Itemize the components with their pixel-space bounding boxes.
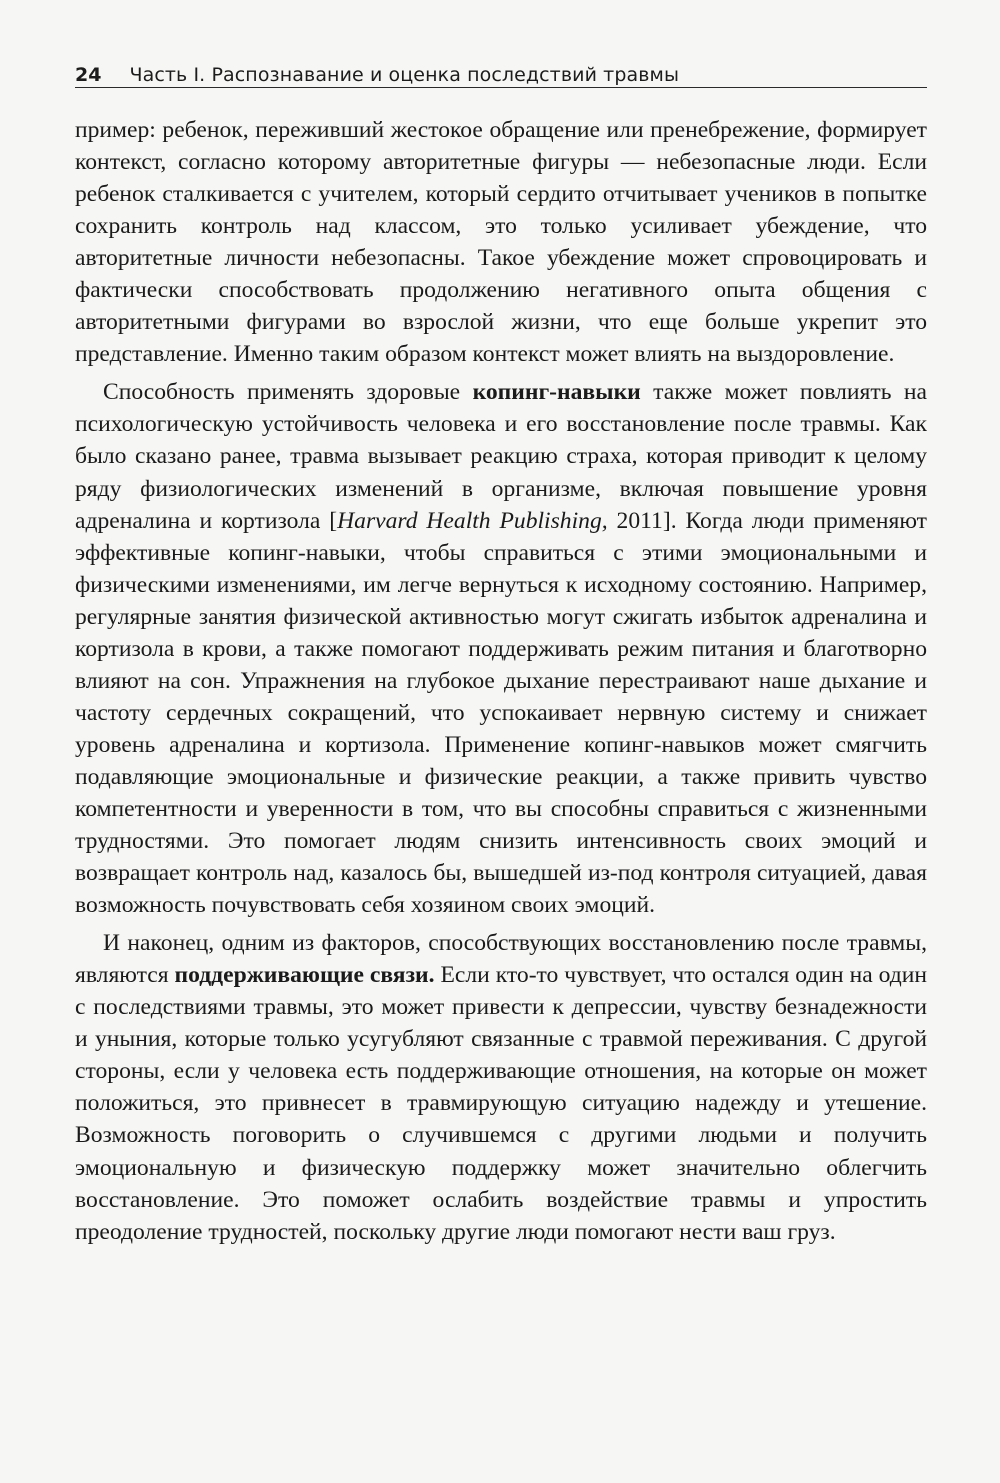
citation-source: Harvard Health Publishing, [337, 507, 608, 534]
part-title: Часть I. Распознавание и оценка последствий травмы [129, 64, 680, 86]
bold-term-coping-skills: копинг-навыки [472, 379, 641, 406]
bold-term-supportive-connections: поддерживающие связи. [174, 962, 435, 989]
paragraph-context [75, 114, 927, 370]
paragraph-supportive-connections [75, 927, 927, 1247]
paragraph-coping-skills [75, 376, 927, 921]
paragraph-text-end: 2011]. Когда люди применяют эффективные копинг-навыки, чтобы справиться с этими эмоциональными и физическими изменениями, им легче вернуться к исходному состоянию. Например, регулярные занятия физической активностью могут сжигать избыток адреналина и кортизола в крови, а также помогают поддерживать режим питания и благотворно влияют на сон. Упражнения на глубокое дыхание перестраивают наше дыхание и частоту сердечных сокращений, что успокаивает нервную систему и снижает уровень адреналина и кортизола. Применение копинг-навыков может смягчить подавляющие эмоциональные и физические реакции, а также привить чувство компетентности и уверенности в том, что вы способны справиться с жизненными трудностями. Это помогает людям снизить интенсивность своих эмоций и возвращает контроль над, казалось бы, вышедшей из-под контроля ситуацией, давая возможность почувствовать себя хозяином своих эмоций. [75, 507, 927, 919]
page-number: 24 [75, 64, 102, 86]
running-head [75, 58, 927, 88]
paragraph-text: пример: ребенок, переживший жестокое обращение или пренебрежение, формирует контекст, согласно которому авторитетные фигуры — небезопасные люди. Если ребенок сталкивается с учителем, который сердито отчитывает учеников в попытке сохранить контроль над классом, это только усиливает убеждение, что авторитетные личности небезопасны. Такое убеждение может спровоцировать и фактически способствовать продолжению негативного опыта общения с авторитетными фигурами во взрослой жизни, что еще больше укрепит это представление. Именно таким образом контекст может влиять на выздоровление. [75, 117, 927, 368]
body-text [75, 114, 927, 1248]
book-page [75, 58, 927, 1248]
paragraph-text-end: Если кто-то чувствует, что остался один на один с последствиями травмы, это может привести к депрессии, чувству безнадежности и уныния, которые только усугубляют связанные с травмой переживания. С другой стороны, если у человека есть поддерживающие отношения, на которые он может положиться, это привнесет в травмирующую ситуацию надежду и утешение. Возможность поговорить о случившемся с другими людьми и получить эмоциональную и физическую поддержку может значительно облегчить восстановление. Это поможет ослабить воздействие травмы и упростить преодоление трудностей, поскольку другие люди помогают нести ваш груз. [75, 962, 927, 1245]
paragraph-text-start: Способность применять здоровые [103, 379, 473, 406]
paragraph-text-middle: также может повлиять на психологическую устойчивость человека и его восстановление после травмы. Как было сказано ранее, травма вызывает реакцию страха, которая приводит к целому ряду физиологических изменений в организме, включая повышение уровня адреналина и кортизола [ [75, 379, 927, 534]
paragraph-text-start: И наконец, одним из факторов, способствующих восстановлению после травмы, являются [75, 930, 927, 989]
